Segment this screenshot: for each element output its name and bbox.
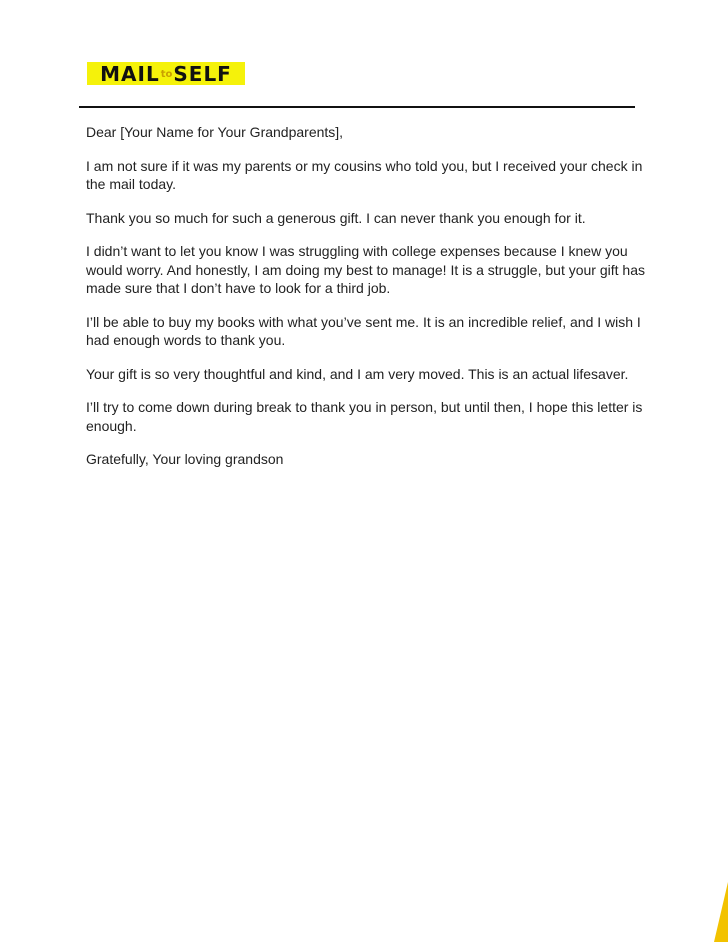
letter-body bbox=[86, 123, 646, 484]
letter-paragraph-3: I didn’t want to let you know I was struggling with college expenses because I knew you would worry. And honestly, I am doing my best to manage! It is a struggle, but your gift has made sure that I don’t have to look for a third job. bbox=[86, 243, 645, 296]
logo-text bbox=[100, 61, 232, 86]
header-divider bbox=[79, 106, 635, 108]
letter-closing: Gratefully, Your loving grandson bbox=[86, 451, 284, 467]
logo-text-self: SELF bbox=[173, 61, 232, 86]
letter-paragraph-4: I’ll be able to buy my books with what you’ve sent me. It is an incredible relief, and I wish I had enough words to thank you. bbox=[86, 313, 641, 348]
letter-paragraph-5: Your gift is so very thoughtful and kind, and I am very moved. This is an actual lifesaver. bbox=[86, 365, 629, 382]
letter-paragraph-2: Thank you so much for such a generous gift. I can never thank you enough for it. bbox=[86, 209, 586, 226]
logo-text-mail: MAIL bbox=[100, 61, 160, 86]
letter-paragraph-1: I am not sure if it was my parents or my cousins who told you, but I received your check in the mail today. bbox=[86, 157, 643, 192]
letter-paragraph-6: I’ll try to come down during break to thank you in person, but until then, I hope this letter is enough. bbox=[86, 399, 643, 434]
mailtoself-logo bbox=[87, 62, 245, 85]
letter-salutation: Dear [Your Name for Your Grandparents], bbox=[86, 124, 344, 140]
logo-text-to: to bbox=[160, 69, 173, 80]
corner-decoration bbox=[714, 882, 728, 942]
